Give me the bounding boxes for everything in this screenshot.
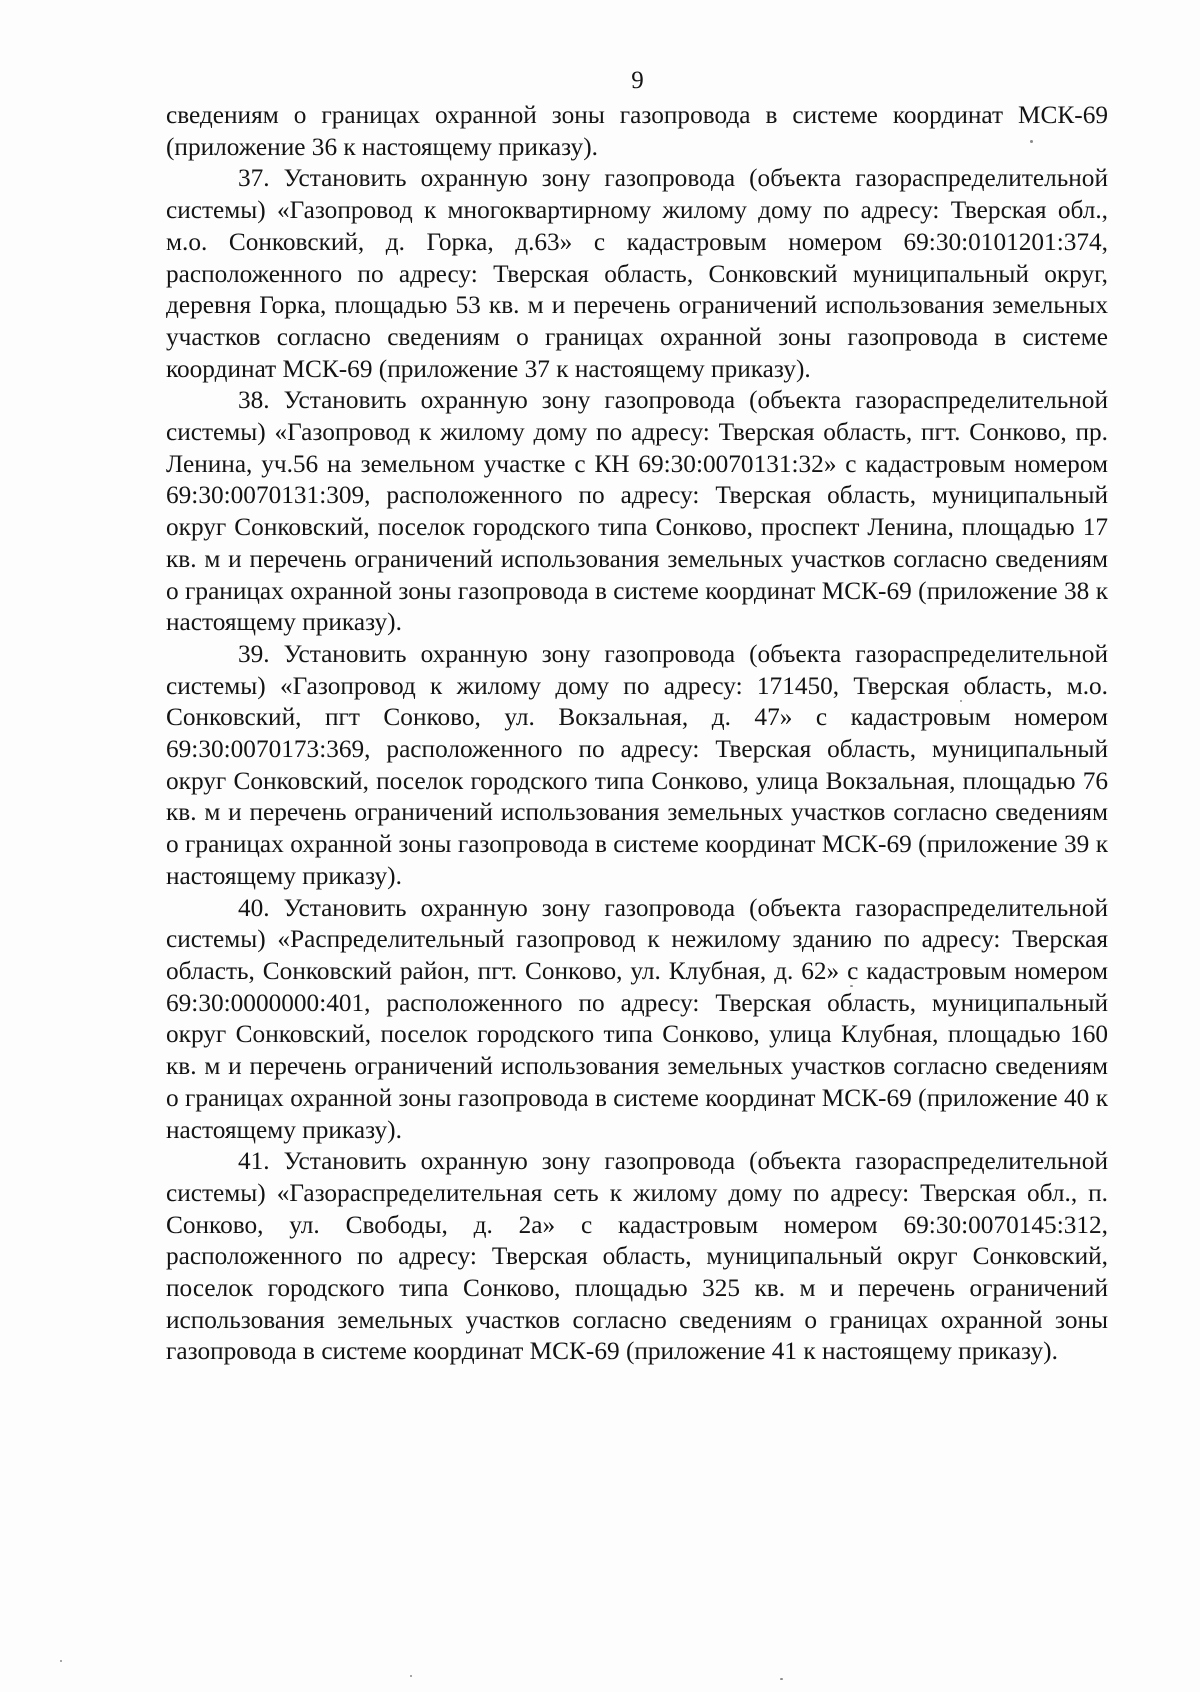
- scan-speck: [1030, 140, 1033, 143]
- paragraph-continued: сведениям о границах охранной зоны газопровода в системе координат МСК-69 (приложение 36 к настоящему приказу).: [166, 101, 1108, 161]
- paragraph-item-38: 38. Установить охранную зону газопровода (объекта газораспределительной системы) «Газопровод к жилому дому по адресу: Тверская область, пгт. Сонково, пр. Ленина, уч.56 на земельном участке с КН 69:30:0070131:32» с кадастровым номером 69:30:0070131:309, расположенного по адресу: Тверская область, муниципальный округ Сонковский, поселок городского типа Сонково, проспект Ленина, площадью 17 кв. м и перечень ограничений использования земельных участков согласно сведениям о границах охранной зоны газопровода в системе координат МСК-69 (приложение 38 к настоящему приказу).: [166, 386, 1108, 637]
- page-number: 9: [631, 67, 644, 94]
- scan-speck: [60, 1660, 62, 1662]
- paragraph-item-40: 40. Установить охранную зону газопровода (объекта газораспределительной системы) «Распределительный газопровод к нежилому зданию по адресу: Тверская область, Сонковский район, пгт. Сонково, ул. Клубная, д. 62» с кадастровым номером 69:30:0000000:401, расположенного по адресу: Тверская область, муниципальный округ Сонковский, поселок городского типа Сонково, улица Клубная, площадью 160 кв. м и перечень ограничений использования земельных участков согласно сведениям о границах охранной зоны газопровода в системе координат МСК-69 (приложение 40 к настоящему приказу).: [166, 893, 1108, 1144]
- paragraph-item-39: 39. Установить охранную зону газопровода (объекта газораспределительной системы) «Газопровод к жилому дому по адресу: 171450, Тверская область, м.о. Сонковский, пгт Сонково, ул. Вокзальная, д. 47» с кадастровым номером 69:30:0070173:369, расположенного по адресу: Тверская область, муниципальный округ Сонковский, поселок городского типа Сонково, улица Вокзальная, площадью 76 кв. м и перечень ограничений использования земельных участков согласно сведениям о границах охранной зоны газопровода в системе координат МСК-69 (приложение 39 к настоящему приказу).: [166, 639, 1108, 890]
- document-body: [166, 100, 1108, 1368]
- scan-speck: [780, 1678, 783, 1680]
- scan-speck: [850, 985, 853, 987]
- paragraph-item-41: 41. Установить охранную зону газопровода (объекта газораспределительной системы) «Газораспределительная сеть к жилому дому по адресу: Тверская обл., п. Сонково, ул. Свободы, д. 2а» с кадастровым номером 69:30:0070145:312, расположенного по адресу: Тверская область, муниципальный округ Сонковский, поселок городского типа Сонково, площадью 325 кв. м и перечень ограничений использования земельных участков согласно сведениям о границах охранной зоны газопровода в системе координат МСК-69 (приложение 41 к настоящему приказу).: [166, 1147, 1108, 1366]
- paragraph-item-37: 37. Установить охранную зону газопровода (объекта газораспределительной системы) «Газопровод к многоквартирному жилому дому по адресу: Тверская обл., м.о. Сонковский, д. Горка, д.63» с кадастровым номером 69:30:0101201:374, расположенного по адресу: Тверская область, Сонковский муниципальный округ, деревня Горка, площадью 53 кв. м и перечень ограничений использования земельных участков согласно сведениям о границах охранной зоны газопровода в системе координат МСК-69 (приложение 37 к настоящему приказу).: [166, 164, 1108, 383]
- scan-speck: [960, 700, 962, 702]
- scan-speck: [410, 1675, 412, 1677]
